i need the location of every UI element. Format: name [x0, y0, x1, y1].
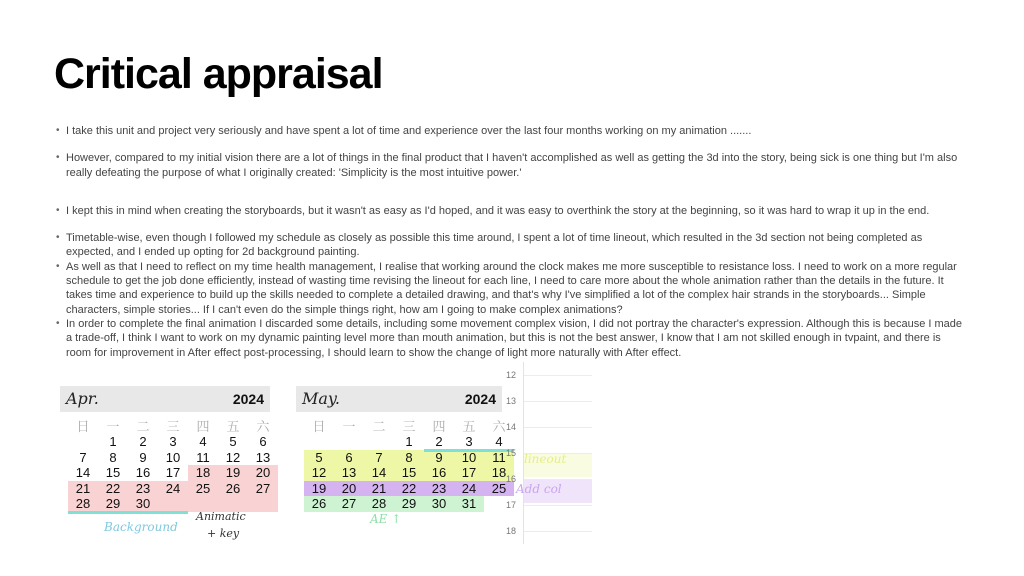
calendar-day: 9 [435, 449, 443, 465]
calendar-day: 12 [225, 449, 241, 465]
hour-gridline [524, 401, 592, 402]
calendar-day: 19 [225, 465, 241, 480]
calendar-day: 17 [461, 465, 477, 480]
calendar-day: 9 [139, 449, 147, 465]
bullet-item: • In order to complete the final animation I discarded some details, including some movement complex vision, I did not portray the character's expression. Although this is because I made a trade-off, I think I want to work on my dynamic painting level more than mouth animation, but this is not the best answer, I know that I am not skilled enough in tvpaint, and there is room for improvement in After effect post-processing, I should learn to show the change of light more naturally with After effect. [56, 317, 968, 360]
bullet-item: • I take this unit and project very seriously and have spent a lot of time and experience over the last four months working on my animation ....... [56, 124, 968, 138]
hour-label: 12 [505, 370, 516, 380]
calendar-day: 19 [311, 480, 327, 496]
hour-gridline [524, 479, 592, 480]
calendar-day: 29 [105, 496, 121, 511]
calendar-day: 27 [255, 480, 271, 496]
handwritten-note: Animatic [196, 510, 246, 523]
may-calendar [296, 386, 507, 516]
page-title: Critical appraisal [54, 50, 383, 98]
calendar-day: 14 [75, 465, 91, 480]
calendar-day: 13 [255, 449, 271, 465]
calendar-day: 14 [371, 465, 387, 480]
weekday-label: 一 [342, 419, 356, 434]
hour-label: 17 [505, 500, 516, 510]
month-label: Apr. [66, 389, 99, 408]
year-label: 2024 [464, 391, 496, 407]
calendar-day: 8 [109, 449, 117, 465]
bullet-item: • However, compared to my initial vision there are a lot of things in the final product that I haven't accomplished as well as getting the 3d into the story, being sick is one thing but I'm also really defeating the purpose of what I originally created: 'Simplicity is the most intuitive power.' [56, 151, 968, 180]
calendar-day: 4 [495, 434, 503, 449]
year-label: 2024 [232, 391, 264, 407]
appraisal-bullet-list [56, 124, 968, 360]
weekday-label: 四 [196, 419, 210, 434]
calendar-day: 28 [75, 496, 91, 511]
calendar-header [60, 386, 270, 412]
calendar-day: 3 [169, 434, 177, 449]
calendar-day: 20 [341, 480, 357, 496]
weekday-label: 一 [106, 419, 120, 434]
handwritten-note: Add col [516, 482, 562, 496]
calendar-day: 17 [165, 465, 181, 480]
calendar-day: 1 [405, 434, 413, 449]
hour-gridline [524, 375, 592, 376]
bullet-item: • Timetable-wise, even though I followed my schedule as closely as possible this time around, I spent a lot of time lineout, which resulted in the 3d section not being completed as expected, and I ended up opting for 2d background painting. [56, 231, 968, 260]
calendar-day: 2 [435, 434, 443, 449]
calendar-day: 10 [165, 449, 181, 465]
month-label: May. [302, 389, 340, 408]
calendar-day: 6 [345, 449, 353, 465]
handwritten-note: lineout [524, 452, 567, 466]
calendar-day: 5 [229, 434, 237, 449]
calendar-day: 18 [195, 465, 211, 480]
calendar-day: 26 [311, 496, 327, 511]
weekday-label: 日 [76, 419, 90, 434]
calendar-day: 26 [225, 480, 241, 496]
hour-label: 15 [505, 448, 516, 458]
calendar-day: 25 [195, 480, 211, 496]
bullet-item: • As well as that I need to reflect on my time health management, I realise that working around the clock makes me more susceptible to resistance loss. I need to work on a more regular schedule to get the job done efficiently, instead of wasting time revising the lineout for each line, I need to care more about the whole animation rather than the details in the future. It takes time and experience to build up the skills needed to complete a detailed drawing, and that's why I've simplified a lot of the complex hair strands in the storyboards... Simple characters, simple stories... If I can't even do the simple things right, how am I going to make complex animations? [56, 260, 968, 317]
calendar-day: 22 [105, 480, 121, 496]
calendar-day: 12 [311, 465, 327, 480]
hour-label: 18 [505, 526, 516, 536]
calendar-day: 1 [109, 434, 117, 449]
calendar-day: 24 [165, 480, 181, 496]
calendar-day: 20 [255, 465, 271, 480]
calendar-day: 7 [375, 449, 383, 465]
calendar-day: 15 [401, 465, 417, 480]
calendar-day: 21 [75, 480, 91, 496]
calendar-day: 3 [465, 434, 473, 449]
calendar-day: 28 [371, 496, 387, 511]
calendar-day: 22 [401, 480, 417, 496]
hour-label: 13 [505, 396, 516, 406]
calendar-day: 31 [461, 496, 477, 511]
calendar-day: 30 [431, 496, 447, 511]
weekday-label: 六 [256, 419, 270, 434]
weekday-label: 五 [226, 419, 240, 434]
calendar-day: 6 [259, 434, 267, 449]
calendar-day: 7 [79, 449, 87, 465]
calendar-header [296, 386, 502, 412]
calendar-day: 4 [199, 434, 207, 449]
weekday-label: 五 [462, 419, 476, 434]
weekday-label: 日 [312, 419, 326, 434]
calendar-day: 23 [135, 480, 151, 496]
calendar-day: 5 [315, 449, 323, 465]
hour-label: 14 [505, 422, 516, 432]
calendar-day: 13 [341, 465, 357, 480]
handwritten-note: AE ↑ [370, 512, 402, 526]
calendar-day: 8 [405, 449, 413, 465]
hour-gridline [524, 505, 592, 506]
weekday-label: 三 [402, 419, 416, 434]
hour-gridline [524, 427, 592, 428]
calendar-day: 15 [105, 465, 121, 480]
weekday-label: 二 [136, 419, 150, 434]
handwritten-note: + key [207, 527, 240, 540]
bullet-item: • I kept this in mind when creating the storyboards, but it wasn't as easy as I'd hoped, and it was easy to overthink the story at the beginning, so it was hard to wrap it up in the end. [56, 204, 968, 218]
calendar-day: 23 [431, 480, 447, 496]
weekday-label: 四 [432, 419, 446, 434]
calendar-day: 30 [135, 496, 151, 511]
weekday-label: 二 [372, 419, 386, 434]
hour-gridline [524, 531, 592, 532]
hour-label: 16 [505, 474, 516, 484]
weekday-label: 六 [492, 419, 506, 434]
calendar-day: 21 [371, 480, 387, 496]
calendar-day: 2 [139, 434, 147, 449]
calendar-day: 25 [491, 480, 507, 496]
weekday-label: 三 [166, 419, 180, 434]
handwritten-note: Background [104, 520, 178, 534]
calendar-day: 16 [431, 465, 447, 480]
calendar-day: 11 [492, 449, 506, 465]
calendar-day: 16 [135, 465, 151, 480]
april-calendar [60, 386, 270, 516]
calendar-day: 18 [491, 465, 507, 480]
calendar-day: 24 [461, 480, 477, 496]
calendar-day: 11 [196, 449, 210, 465]
calendar-day: 10 [461, 449, 477, 465]
calendar-day: 27 [341, 496, 357, 511]
calendar-day: 29 [401, 496, 417, 511]
